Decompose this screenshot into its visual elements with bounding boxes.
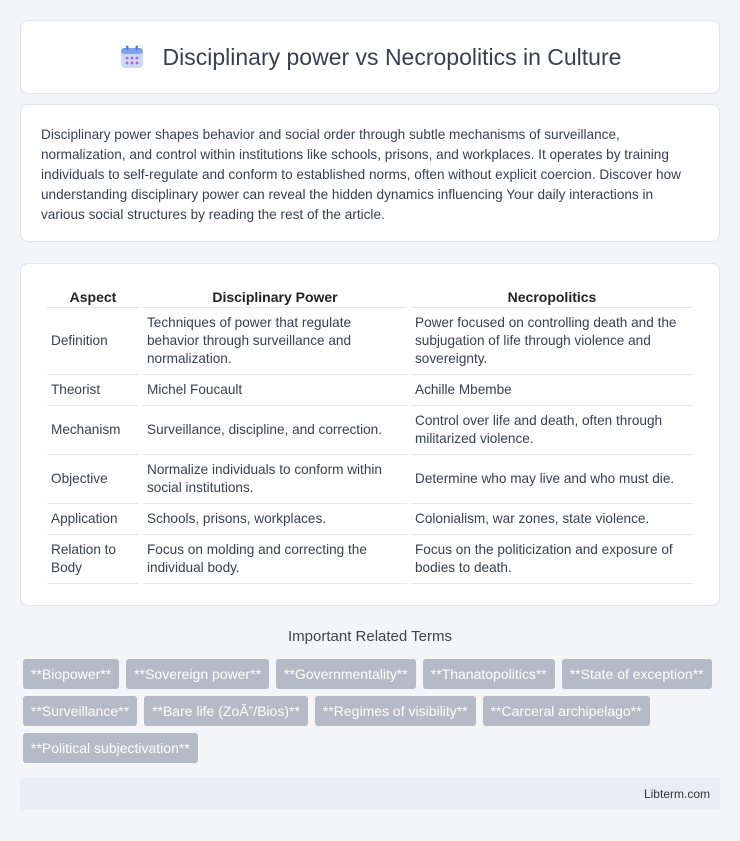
term-tag[interactable]: **Surveillance** bbox=[23, 696, 137, 726]
intro-card bbox=[20, 104, 720, 242]
header-necropolitics: Necropolitics bbox=[411, 282, 693, 308]
term-tag[interactable]: **Governmentality** bbox=[276, 659, 416, 689]
row-disciplinary: Focus on molding and correcting the individual body. bbox=[143, 535, 407, 584]
term-tag[interactable]: **Regimes of visibility** bbox=[315, 696, 476, 726]
row-disciplinary: Schools, prisons, workplaces. bbox=[143, 504, 407, 535]
row-necropolitics: Control over life and death, often through militarized violence. bbox=[411, 406, 693, 455]
intro-text: Disciplinary power shapes behavior and social order through subtle mechanisms of surveillance, normalization, and control within institutions like schools, prisons, and workplaces. It operates by training individuals to self-regulate and conform to established norms, often without explicit coercion. Discover how understanding disciplinary power can reveal the hidden dynamics influencing Your daily interactions in various social structures by reading the rest of the article. bbox=[41, 127, 681, 222]
page-title: Disciplinary power vs Necropolitics in Culture bbox=[162, 43, 622, 70]
term-tag[interactable]: **Biopower** bbox=[23, 659, 119, 689]
comparison-table bbox=[43, 282, 697, 584]
term-tag[interactable]: **Thanatopolitics** bbox=[423, 659, 555, 689]
row-necropolitics: Determine who may live and who must die. bbox=[411, 455, 693, 504]
term-tag[interactable]: **Bare life (ZoÃ”/Bios)** bbox=[144, 696, 308, 726]
footer-site-link[interactable]: Libterm.com bbox=[643, 786, 710, 801]
row-aspect: Definition bbox=[47, 308, 139, 375]
footer bbox=[20, 777, 720, 810]
term-tag[interactable]: **Political subjectivation** bbox=[23, 733, 198, 763]
header-inner bbox=[119, 44, 622, 71]
comparison-table-card bbox=[20, 263, 720, 606]
row-disciplinary: Normalize individuals to conform within social institutions. bbox=[143, 455, 407, 504]
row-necropolitics: Power focused on controlling death and the subjugation of life through violence and sovereignty. bbox=[411, 308, 693, 375]
header-card bbox=[20, 20, 720, 94]
term-tag[interactable]: **Carceral archipelago** bbox=[483, 696, 650, 726]
row-disciplinary: Surveillance, discipline, and correction. bbox=[143, 406, 407, 455]
table-row bbox=[47, 375, 693, 406]
row-aspect: Relation to Body bbox=[47, 535, 139, 584]
table-header-row bbox=[47, 282, 693, 308]
row-disciplinary: Michel Foucault bbox=[143, 375, 407, 406]
table-row bbox=[47, 455, 693, 504]
term-tag[interactable]: **State of exception** bbox=[562, 659, 712, 689]
related-terms-tags bbox=[23, 659, 723, 763]
row-necropolitics: Achille Mbembe bbox=[411, 375, 693, 406]
table-row bbox=[47, 504, 693, 535]
calendar-grid-icon bbox=[119, 44, 145, 70]
row-aspect: Theorist bbox=[47, 375, 139, 406]
term-tag[interactable]: **Sovereign power** bbox=[126, 659, 269, 689]
header-aspect: Aspect bbox=[47, 282, 139, 308]
table-row bbox=[47, 308, 693, 375]
row-necropolitics: Colonialism, war zones, state violence. bbox=[411, 504, 693, 535]
row-aspect: Mechanism bbox=[47, 406, 139, 455]
table-row bbox=[47, 406, 693, 455]
row-disciplinary: Techniques of power that regulate behavior through surveillance and normalization. bbox=[143, 308, 407, 375]
row-necropolitics: Focus on the politicization and exposure of bodies to death. bbox=[411, 535, 693, 584]
related-terms-title: Important Related Terms bbox=[288, 628, 452, 645]
header-disciplinary-power: Disciplinary Power bbox=[143, 282, 407, 308]
row-aspect: Objective bbox=[47, 455, 139, 504]
table-row bbox=[47, 535, 693, 584]
row-aspect: Application bbox=[47, 504, 139, 535]
